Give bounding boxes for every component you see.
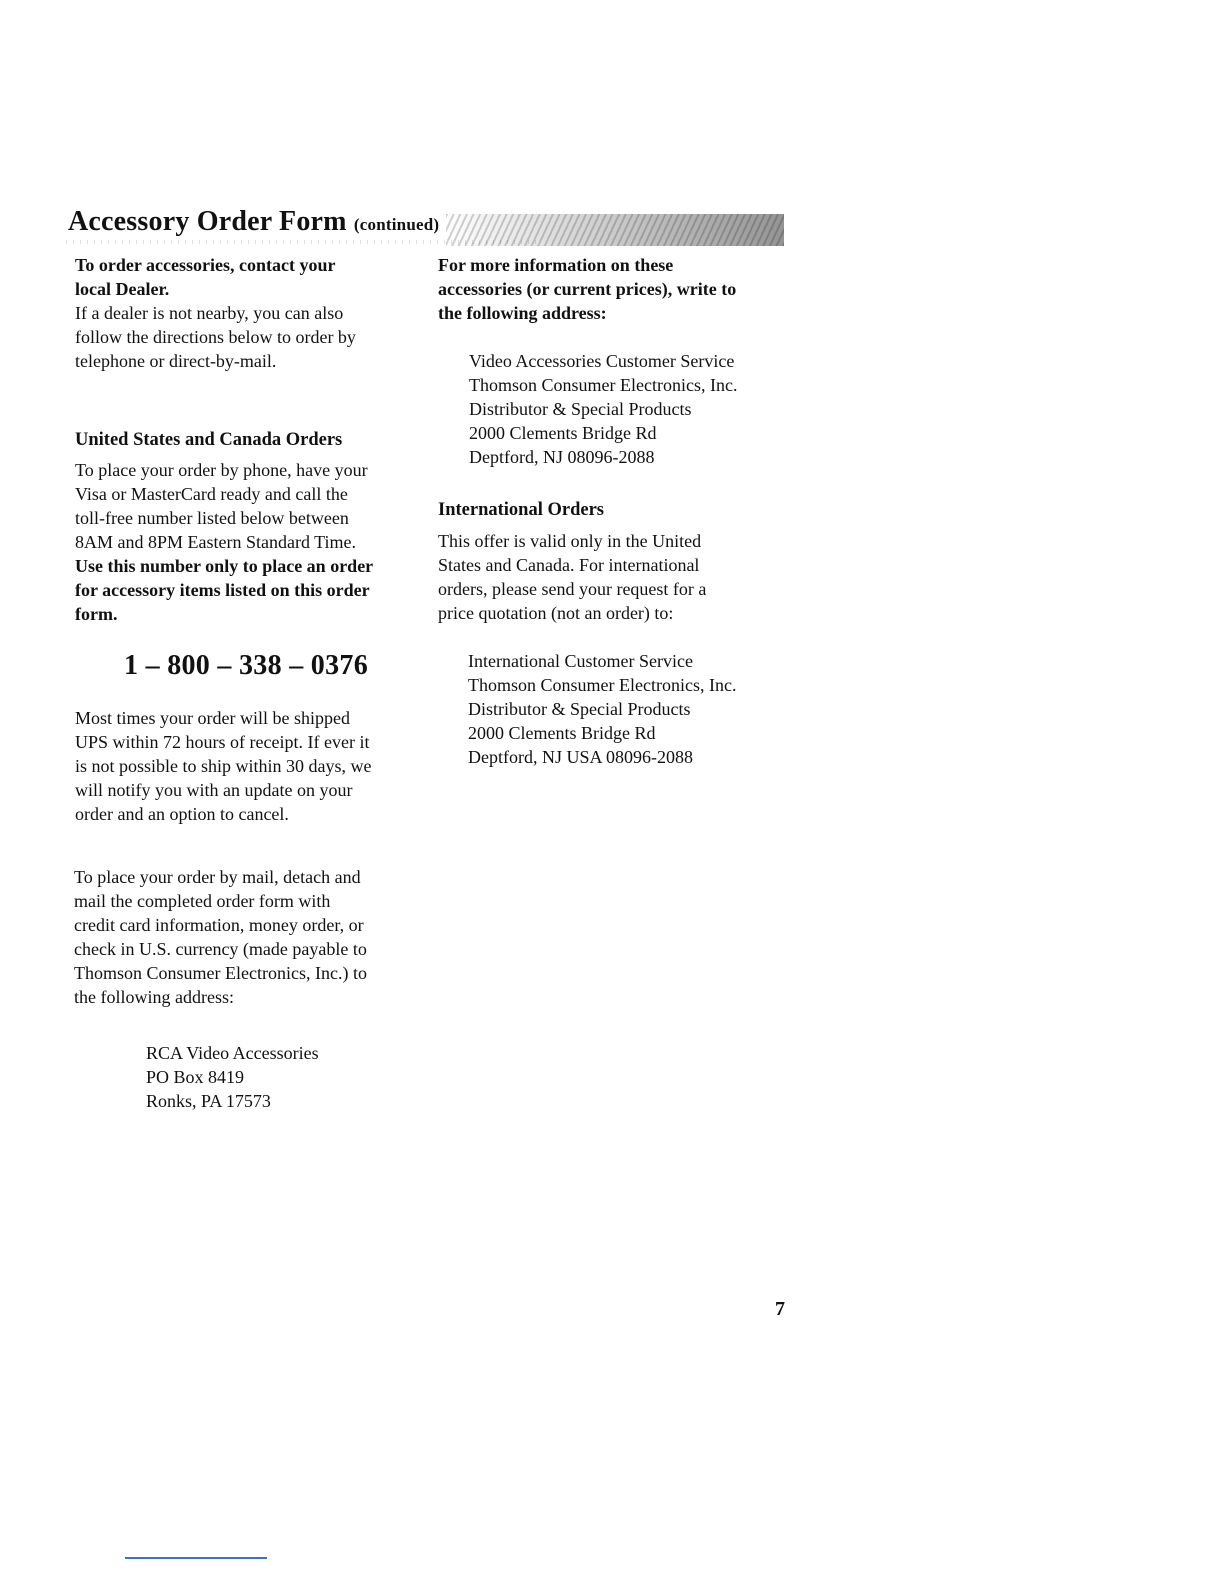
mail-text-line: the following address: — [74, 987, 234, 1007]
us-canada-text — [75, 458, 420, 626]
shipping-text — [75, 706, 420, 826]
intl-address-line: Deptford, NJ USA 08096-2088 — [468, 747, 693, 767]
intl-text-line: This offer is valid only in the United — [438, 531, 702, 551]
international-text — [438, 529, 788, 625]
intl-text-line: price quotation (not an order) to: — [438, 603, 674, 623]
info-address-line: Deptford, NJ 08096-2088 — [469, 447, 655, 467]
mail-text-line: Thomson Consumer Electronics, Inc.) to — [74, 963, 367, 983]
intro-text-line: telephone or direct-by-mail. — [75, 351, 277, 371]
info-address-line: Distributor & Special Products — [469, 399, 692, 419]
info-heading-line: accessories (or current prices), write to — [438, 279, 737, 299]
phone-number: 1 – 800 – 338 – 0376 — [124, 650, 368, 681]
intl-text-line: orders, please send your request for a — [438, 579, 707, 599]
page-title-continued: (continued) — [353, 215, 440, 234]
international-address — [468, 649, 788, 769]
header-dotted-rule — [66, 240, 536, 244]
intl-address-line: International Customer Service — [468, 651, 693, 671]
mail-address-line: PO Box 8419 — [146, 1067, 245, 1087]
page-number: 7 — [775, 1298, 785, 1320]
mail-address-line: RCA Video Accessories — [146, 1043, 319, 1063]
info-address — [469, 349, 789, 469]
intro-text — [75, 301, 420, 373]
mail-address-line: Ronks, PA 17573 — [146, 1091, 271, 1111]
us-bold-line: Use this number only to place an order — [75, 556, 374, 576]
info-address-line: Video Accessories Customer Service — [469, 351, 735, 371]
page-title-text: Accessory Order Form — [68, 206, 347, 237]
intro-text-line: follow the directions below to order by — [75, 327, 356, 347]
mail-text-line: To place your order by mail, detach and — [74, 867, 361, 887]
shipping-text-line: is not possible to ship within 30 days, we — [75, 756, 372, 776]
intl-text-line: States and Canada. For international — [438, 555, 700, 575]
mail-text-line: mail the completed order form with — [74, 891, 331, 911]
page-title — [68, 206, 439, 238]
international-heading: International Orders — [438, 500, 604, 520]
info-address-line: Thomson Consumer Electronics, Inc. — [469, 375, 738, 395]
mail-order-text — [74, 865, 419, 1009]
intro-text-line: If a dealer is not nearby, you can also — [75, 303, 344, 323]
mail-text-line: credit card information, money order, or — [74, 915, 364, 935]
mail-address — [146, 1041, 406, 1113]
us-text-line: toll-free number listed below between — [75, 508, 349, 528]
intro-heading-line: local Dealer. — [75, 279, 170, 299]
us-bold-line: for accessory items listed on this order — [75, 580, 370, 600]
shipping-text-line: order and an option to cancel. — [75, 804, 289, 824]
mail-text-line: check in U.S. currency (made payable to — [74, 939, 367, 959]
shipping-text-line: Most times your order will be shipped — [75, 708, 350, 728]
info-heading-line: For more information on these — [438, 255, 674, 275]
us-text-line: To place your order by phone, have your — [75, 460, 368, 480]
intl-address-line: 2000 Clements Bridge Rd — [468, 723, 656, 743]
intl-address-line: Thomson Consumer Electronics, Inc. — [468, 675, 737, 695]
info-heading-line: the following address: — [438, 303, 607, 323]
us-canada-heading: United States and Canada Orders — [75, 430, 343, 450]
us-text-line: Visa or MasterCard ready and call the — [75, 484, 348, 504]
shipping-text-line: UPS within 72 hours of receipt. If ever it — [75, 732, 370, 752]
intl-address-line: Distributor & Special Products — [468, 699, 691, 719]
us-text-line: 8AM and 8PM Eastern Standard Time. — [75, 532, 356, 552]
info-heading — [438, 253, 788, 325]
intro-heading — [75, 253, 420, 301]
intro-heading-line: To order accessories, contact your — [75, 255, 336, 275]
shipping-text-line: will notify you with an update on your — [75, 780, 353, 800]
footer-rule — [125, 1557, 267, 1559]
info-address-line: 2000 Clements Bridge Rd — [469, 423, 657, 443]
us-bold-line: form. — [75, 604, 118, 624]
